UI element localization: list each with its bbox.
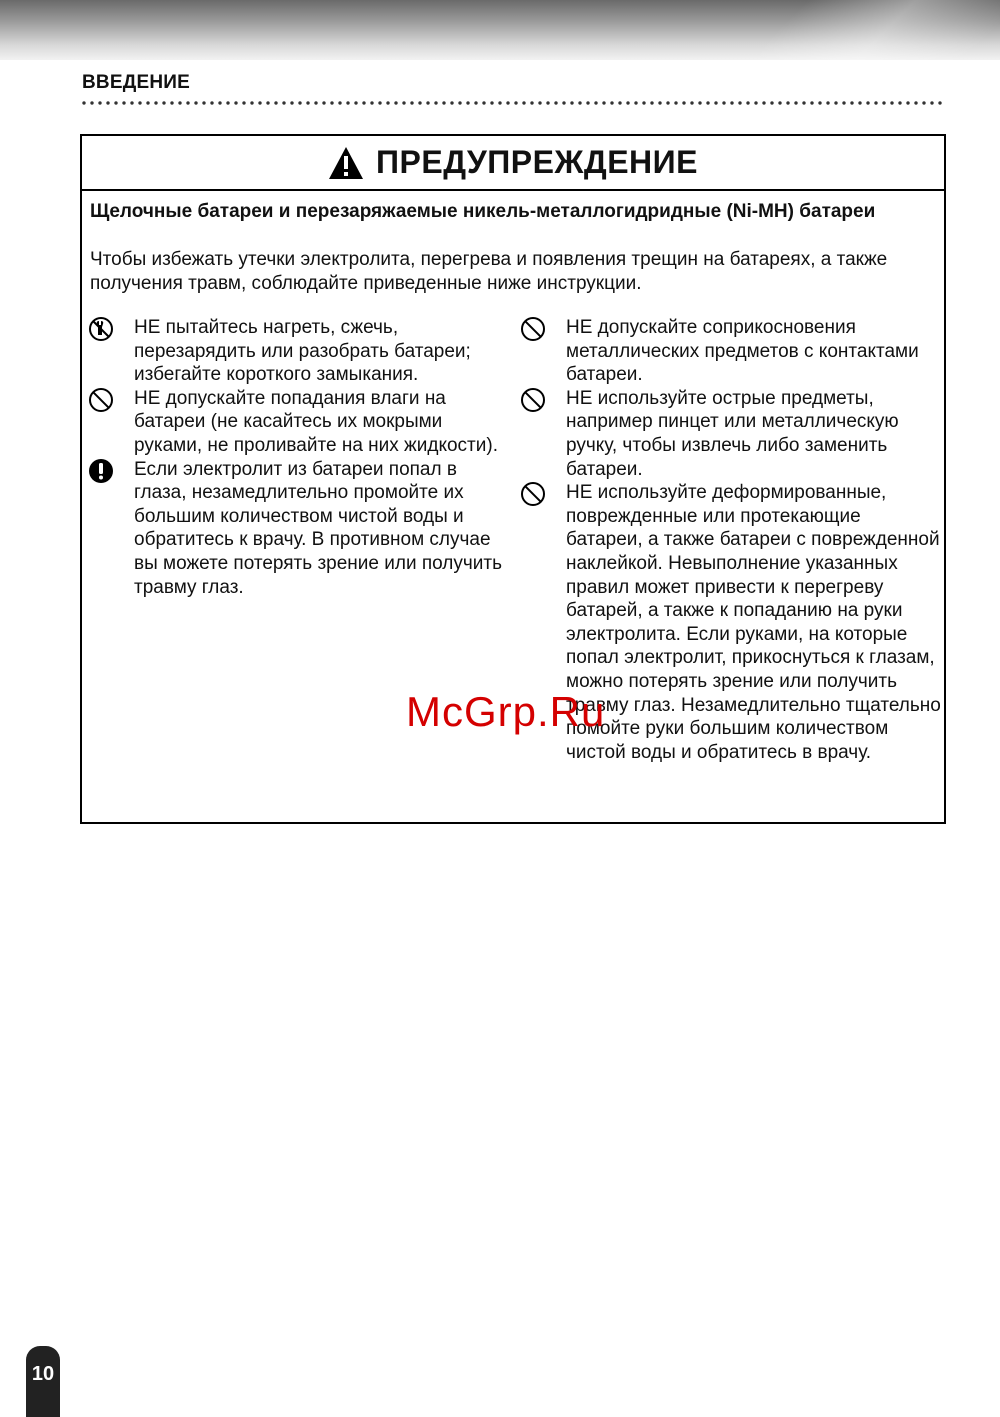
list-item [134,387,514,458]
prohibited-icon [520,316,546,342]
prohibited-icon [520,387,546,413]
watermark: McGrp.Ru [406,688,606,735]
list-item-text: НЕ используйте острые предметы, например пинцет или металлическую ручку, чтобы извлечь либо заменить батареи. [566,387,899,480]
list-item-text: Если электролит из батареи попал в глаза, незамедлительно промойте их большим количеством чистой воды и обратитесь к врачу. В противном случае вы можете потерять зрение или получить травму глаз. [134,458,502,598]
right-column [566,316,942,764]
mandatory-action-icon [88,458,114,484]
list-item [566,316,942,387]
prohibited-icon [88,387,114,413]
warning-subtitle: Щелочные батареи и перезаряжаемые никель-металлогидридные (Ni-MH) батареи [90,201,876,222]
left-column [134,316,514,599]
list-item [134,316,514,387]
warning-title: ПРЕДУПРЕЖДЕНИЕ [376,144,698,180]
list-item-text: НЕ допускайте соприкосновения металлических предметов с контактами батареи. [566,317,919,386]
warning-triangle-icon [328,146,364,180]
list-item [566,387,942,481]
prohibited-icon [520,481,546,507]
warning-intro: Чтобы избежать утечки электролита, перегрева и появления трещин на батареях, а также получения травм, соблюдайте приведенные ниже инструкции. [90,249,888,294]
page-number-tab [26,1346,60,1417]
no-disassemble-icon [88,316,114,342]
list-item-text: НЕ пытайтесь нагреть, сжечь, перезарядить или разобрать батареи; избегайте короткого замыкания. [134,317,471,386]
list-item-text: НЕ допускайте попадания влаги на батареи (не касайтесь их мокрыми руками, не проливайте на них жидкости). [134,387,498,456]
page-number: 10 [31,1363,55,1385]
list-item [566,481,942,764]
top-decorative-band [0,0,1000,60]
section-title: ВВЕДЕНИЕ [82,72,190,93]
warning-title-row [82,136,944,191]
list-item [134,458,514,600]
list-item-text: НЕ используйте деформированные, поврежденные или протекающие батареи, а также батареи с поврежденной наклейкой. Невыполнение указанных правил может привести к перегреву батарей, а также к попаданию на руки электролита. Если руками, на которые попал электролит, прикоснуться к глазам, можно потерять зрение или получить травму глаз. Незамедлительно тщательно помойте руки большим количеством чистой воды и обратитесь в врачу. [566,482,941,763]
dotted-divider [80,100,946,106]
